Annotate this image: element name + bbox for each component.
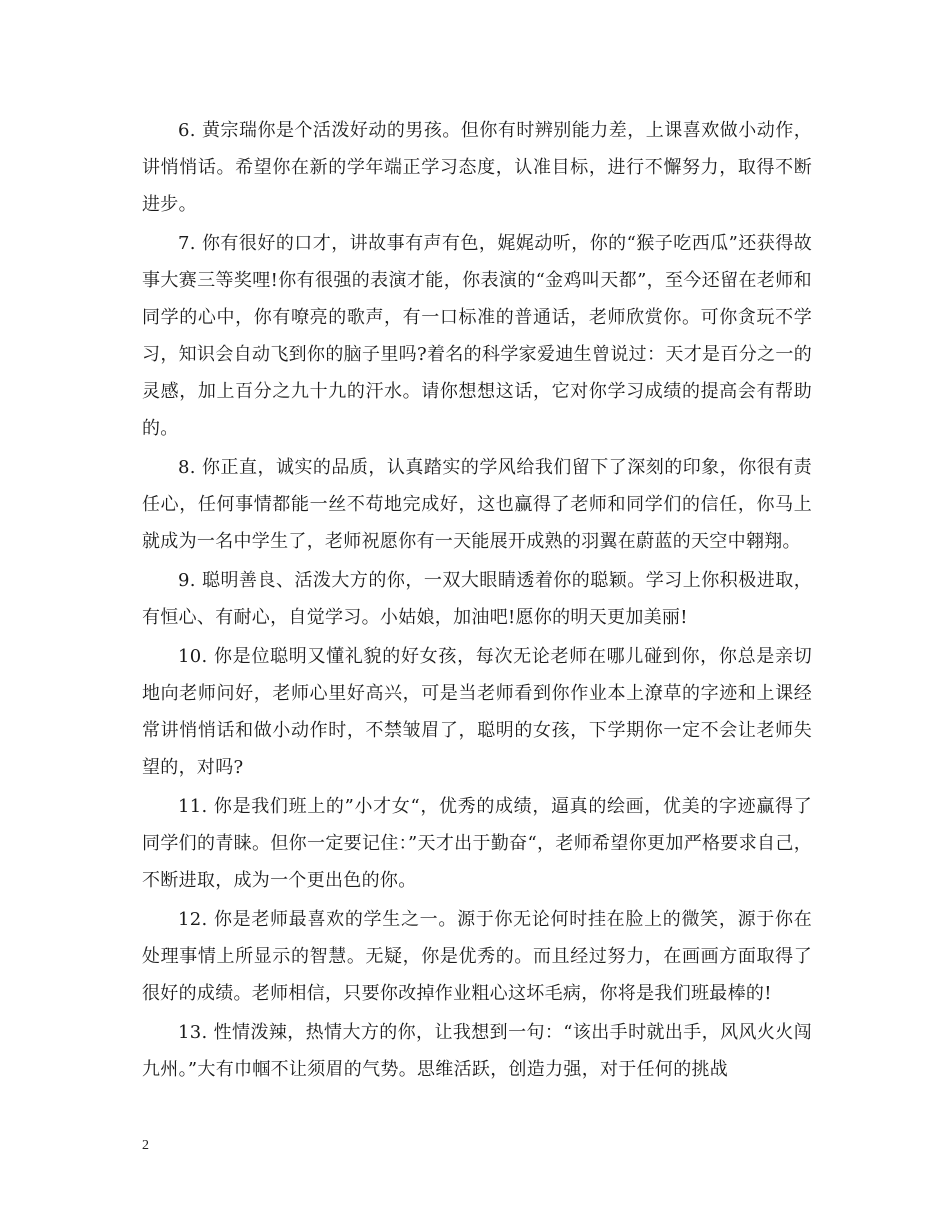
comment-paragraph-13: 13. 性情泼辣，热情大方的你，让我想到一句：“该出手时就出手，风风火火闯九州。”大有巾帼不让须眉的气势。思维活跃，创造力强，对于任何的挑战 (142, 1022, 812, 1080)
comment-paragraph-8: 8. 你正直，诚实的品质，认真踏实的学风给我们留下了深刻的印象，你很有责任心，任何事情都能一丝不苟地完成好，这也赢得了老师和同学们的信任，你马上就成为一名中学生了，老师祝愿你有一天能展开成熟的羽翼在蔚蓝的天空中翱翔。 (142, 457, 812, 552)
comment-paragraph-10: 10. 你是位聪明又懂礼貌的好女孩，每次无论老师在哪儿碰到你，你总是亲切地向老师问好，老师心里好高兴，可是当老师看到你作业本上潦草的字迹和上课经常讲悄悄话和做小动作时，不禁皱眉了，聪明的女孩，下学期你一定不会让老师失望的，对吗? (142, 646, 812, 778)
page-number: 2 (142, 1138, 149, 1153)
comment-paragraph-9: 9. 聪明善良、活泼大方的你，一双大眼睛透着你的聪颖。学习上你积极进取，有恒心、有耐心，自觉学习。小姑娘，加油吧!愿你的明天更加美丽! (142, 570, 812, 628)
comment-paragraph-11: 11. 你是我们班上的”小才女“，优秀的成绩，逼真的绘画，优美的字迹赢得了同学们的青睐。但你一定要记住：”天才出于勤奋“，老师希望你更加严格要求自己，不断进取，成为一个更出色的你。 (142, 796, 812, 891)
comment-paragraph-7: 7. 你有很好的口才，讲故事有声有色，娓娓动听，你的“猴子吃西瓜”还获得故事大赛三等奖哩!你有很强的表演才能，你表演的“金鸡叫天都”，至今还留在老师和同学的心中，你有嘹亮的歌声，有一口标准的普通话，老师欣赏你。可你贪玩不学习，知识会自动飞到你的脑子里吗?着名的科学家爱迪生曾说过：天才是百分之一的灵感，加上百分之九十九的汗水。请你想想这话，它对你学习成绩的提高会有帮助的。 (142, 233, 812, 439)
document-body (142, 112, 812, 1090)
comment-paragraph-6: 6. 黄宗瑞你是个活泼好动的男孩。但你有时辨别能力差，上课喜欢做小动作，讲悄悄话。希望你在新的学年端正学习态度，认准目标，进行不懈努力，取得不断进步。 (142, 120, 812, 215)
comment-paragraph-12: 12. 你是老师最喜欢的学生之一。源于你无论何时挂在脸上的微笑，源于你在处理事情上所显示的智慧。无疑，你是优秀的。而且经过努力，在画画方面取得了很好的成绩。老师相信，只要你改掉作业粗心这坏毛病，你将是我们班最棒的! (142, 909, 812, 1004)
